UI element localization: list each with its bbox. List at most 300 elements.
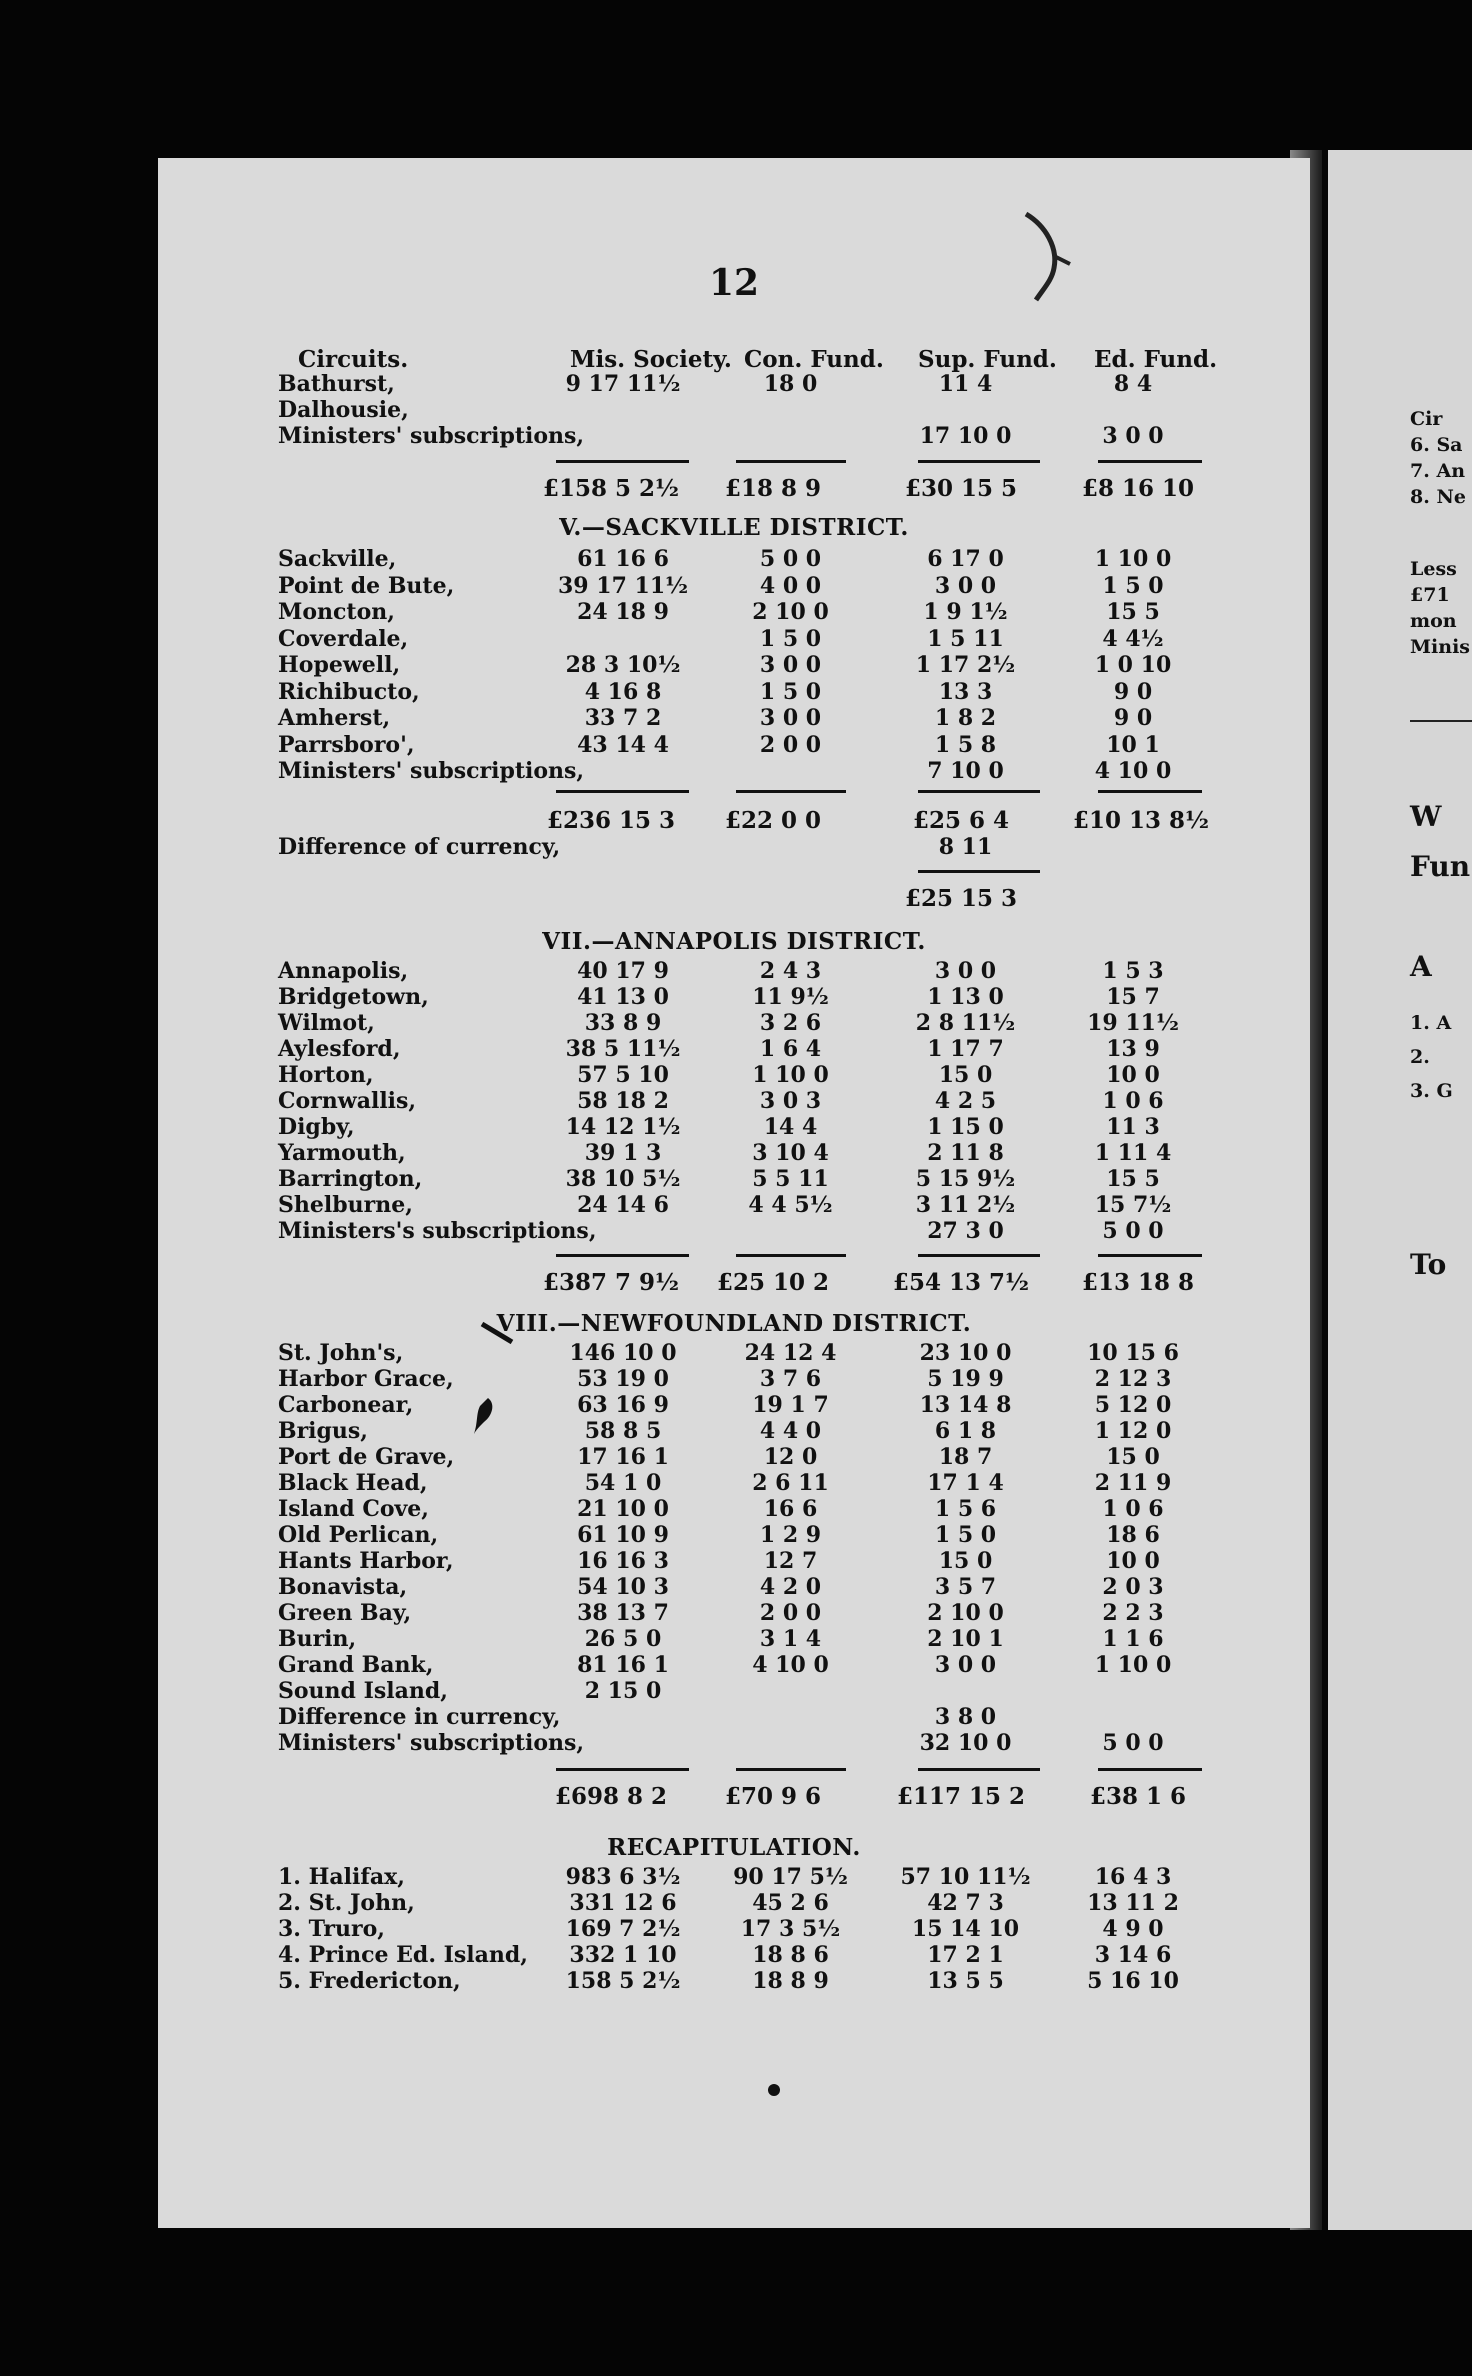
grand-total-row: [158, 886, 1310, 912]
con-fund-value: 90 17 5½: [733, 1864, 848, 1890]
sup-fund-value: 27 3 0: [927, 1218, 1004, 1244]
circuit-name: St. John's,: [278, 1340, 404, 1366]
mis-society-total: £158 5 2½: [542, 475, 680, 502]
con-fund-total: £70 9 6: [724, 1783, 822, 1810]
ed-fund-value: 4 9 0: [1102, 1916, 1164, 1942]
con-fund-value: 4 4 5½: [748, 1192, 833, 1218]
table-row: [158, 1366, 1310, 1392]
ed-fund-value: 4 10 0: [1094, 758, 1172, 784]
con-fund-value: 2 4 3: [759, 958, 822, 984]
mis-society-value: 28 3 10½: [565, 652, 681, 678]
circuit-name: Burin,: [278, 1626, 357, 1652]
adjacent-page-line: 8. Ne: [1410, 486, 1466, 508]
adjacent-page-line: Less: [1410, 558, 1457, 580]
mis-society-value: 9 17 11½: [565, 371, 681, 397]
circuit-name: Green Bay,: [278, 1600, 412, 1626]
circuit-name: Digby,: [278, 1114, 355, 1140]
con-fund-value: 1 2 9: [759, 1522, 822, 1548]
sup-fund-value: 15 0: [938, 1548, 993, 1574]
mis-society-value: 38 13 7: [577, 1600, 669, 1626]
con-fund-value: 3 7 6: [759, 1366, 822, 1392]
sum-rule: [918, 1768, 1040, 1771]
con-fund-value: 19 1 7: [752, 1392, 829, 1418]
table-row: [158, 371, 1310, 397]
circuit-name: Cornwallis,: [278, 1088, 417, 1114]
sum-rule: [556, 790, 689, 793]
ed-fund-value: 8 4: [1113, 371, 1153, 397]
circuit-name: Black Head,: [278, 1470, 428, 1496]
con-fund-value: 1 10 0: [752, 1062, 829, 1088]
table-row: [158, 1062, 1310, 1088]
sup-fund-value: 5 15 9½: [915, 1166, 1016, 1192]
table-row: [158, 1418, 1310, 1444]
ed-fund-value: 5 12 0: [1094, 1392, 1172, 1418]
con-fund-value: 2 6 11: [752, 1470, 829, 1496]
totals-row: [158, 1784, 1310, 1810]
mis-society-value: 26 5 0: [584, 1626, 662, 1652]
ed-fund-value: 10 0: [1106, 1548, 1160, 1574]
table-row: [158, 652, 1310, 678]
con-fund-value: 3 0 3: [759, 1088, 822, 1114]
sup-fund-value: 2 10 0: [927, 1600, 1004, 1626]
adjacent-page-line: 7. An: [1410, 460, 1466, 482]
table-row: [158, 705, 1310, 731]
ed-fund-value: 1 1 6: [1102, 1626, 1164, 1652]
sup-fund-value: 1 8 2: [934, 705, 997, 731]
mis-society-value: 54 10 3: [577, 1574, 669, 1600]
sum-rule: [1098, 790, 1202, 793]
sup-fund-total: £25 6 4: [912, 807, 1010, 834]
mis-society-value: 33 7 2: [584, 705, 662, 731]
table-row: [158, 1088, 1310, 1114]
con-fund-value: 16 6: [763, 1496, 818, 1522]
con-fund-value: 5 5 11: [752, 1166, 829, 1192]
sum-rule: [556, 1768, 689, 1771]
table-row: [158, 1864, 1310, 1890]
mis-society-value: 61 16 6: [577, 546, 669, 572]
sup-fund-value: 3 0 0: [934, 1652, 997, 1678]
ed-fund-value: 1 5 3: [1102, 958, 1164, 984]
sup-fund-value: 18 7: [938, 1444, 993, 1470]
sup-fund-value: 1 13 0: [927, 984, 1004, 1010]
sup-fund-value: 17 1 4: [927, 1470, 1004, 1496]
ed-fund-value: 2 2 3: [1102, 1600, 1164, 1626]
table-row: [158, 1704, 1310, 1730]
sum-rule: [1098, 1768, 1202, 1771]
circuit-name: Port de Grave,: [278, 1444, 455, 1470]
circuit-name: Hopewell,: [278, 652, 401, 678]
ed-fund-value: 4 4½: [1102, 625, 1164, 652]
con-fund-value: 45 2 6: [752, 1890, 829, 1916]
ed-fund-value: 13 9: [1106, 1036, 1160, 1062]
sup-fund-value: 13 3: [938, 678, 993, 705]
ed-fund-value: 11 3: [1106, 1114, 1160, 1140]
ink-speck-mark: [764, 2080, 784, 2100]
mis-society-value: 158 5 2½: [565, 1968, 681, 1994]
sup-fund-value: 1 15 0: [927, 1114, 1004, 1140]
sup-fund-value: 1 9 1½: [923, 599, 1008, 625]
adjacent-page-line: Cir: [1410, 408, 1443, 430]
mis-society-value: 16 16 3: [577, 1548, 669, 1574]
sum-rule: [556, 1254, 689, 1257]
circuit-name: Point de Bute,: [278, 572, 455, 599]
con-fund-value: 4 10 0: [752, 1652, 829, 1678]
circuit-name: 5. Fredericton,: [278, 1968, 461, 1994]
sup-fund-value: 1 5 11: [927, 625, 1004, 652]
ed-fund-value: 15 7½: [1094, 1192, 1172, 1218]
mis-society-value: 17 16 1: [577, 1444, 669, 1470]
totals-row: [158, 1270, 1310, 1296]
con-fund-value: 3 0 0: [759, 705, 822, 731]
con-fund-value: 3 0 0: [759, 652, 822, 678]
mis-society-value: 38 10 5½: [565, 1166, 681, 1192]
adjacent-page-rule: [1410, 720, 1472, 722]
sum-rule: [918, 460, 1040, 463]
mis-society-value: 4 16 8: [584, 678, 662, 705]
header-con-fund: Con. Fund.: [744, 346, 884, 373]
circuit-name: Sackville,: [278, 546, 397, 572]
circuit-name: Yarmouth,: [278, 1140, 406, 1166]
table-row: [158, 758, 1310, 784]
sup-fund-value: 57 10 11½: [900, 1864, 1031, 1890]
mis-society-value: 39 1 3: [584, 1140, 662, 1166]
circuit-name: Bathurst,: [278, 371, 395, 397]
circuit-name: 2. St. John,: [278, 1890, 415, 1916]
circuit-name: Shelburne,: [278, 1192, 413, 1218]
con-fund-value: 11 9½: [752, 984, 829, 1010]
table-row: [158, 1600, 1310, 1626]
table-row: [158, 732, 1310, 758]
circuit-name: Old Perlican,: [278, 1522, 439, 1548]
sup-fund-value: 5 19 9: [927, 1366, 1004, 1392]
sup-fund-value: 3 8 0: [934, 1704, 997, 1730]
sup-fund-value: 32 10 0: [919, 1730, 1012, 1756]
ed-fund-value: 15 5: [1106, 599, 1160, 625]
circuit-name: Harbor Grace,: [278, 1366, 454, 1392]
ed-fund-value: 5 16 10: [1087, 1968, 1179, 1994]
con-fund-value: 18 0: [763, 371, 818, 397]
mis-society-value: 24 14 6: [577, 1192, 669, 1218]
sup-fund-value: 3 5 7: [934, 1574, 997, 1600]
adjacent-page-line: £71: [1410, 584, 1450, 606]
ed-fund-value: 9 0: [1113, 678, 1153, 705]
adjacent-page-heading: A: [1410, 950, 1432, 983]
adjacent-page-line: mon: [1410, 610, 1457, 632]
con-fund-value: 4 2 0: [759, 1574, 822, 1600]
con-fund-value: 2 0 0: [759, 1600, 822, 1626]
adjacent-page-heading: Fun: [1410, 850, 1471, 883]
mis-society-value: 57 5 10: [577, 1062, 669, 1088]
header-sup-fund: Sup. Fund.: [918, 346, 1057, 373]
ed-fund-value: 1 0 6: [1102, 1496, 1164, 1522]
sum-rule: [736, 1768, 846, 1771]
totals-row: [158, 808, 1310, 834]
mis-society-value: 983 6 3½: [565, 1864, 681, 1890]
con-fund-value: 2 10 0: [752, 599, 829, 625]
con-fund-value: 4 4 0: [759, 1418, 822, 1444]
con-fund-value: 3 2 6: [759, 1010, 822, 1036]
circuit-name: Richibucto,: [278, 678, 420, 705]
table-row: [158, 1678, 1310, 1704]
header-circuits: Circuits.: [298, 346, 409, 373]
mis-society-total: £698 8 2: [554, 1783, 668, 1810]
table-row: [158, 1140, 1310, 1166]
sup-fund-value: 7 10 0: [927, 758, 1004, 784]
sup-fund-total: £54 13 7½: [892, 1269, 1030, 1296]
difference-row: [158, 834, 1310, 860]
ed-fund-total: £13 18 8: [1081, 1269, 1195, 1296]
sup-fund-value: 1 5 0: [934, 1522, 997, 1548]
con-fund-total: £25 10 2: [716, 1269, 830, 1296]
circuit-name: Brigus,: [278, 1418, 368, 1444]
table-row: [158, 1942, 1310, 1968]
mis-society-total: £236 15 3: [546, 807, 676, 834]
circuit-name: Ministers' subscriptions,: [278, 423, 585, 449]
ed-fund-value: 1 0 6: [1102, 1088, 1164, 1114]
sup-fund-grand-total: £25 15 3: [904, 885, 1018, 912]
ed-fund-value: 2 12 3: [1094, 1366, 1172, 1392]
sup-fund-value: 3 0 0: [934, 958, 997, 984]
circuit-name: 3. Truro,: [278, 1916, 385, 1942]
con-fund-value: 3 1 4: [759, 1626, 822, 1652]
ed-fund-total: £8 16 10: [1081, 475, 1195, 502]
table-row: [158, 1192, 1310, 1218]
mis-society-value: 21 10 0: [577, 1496, 669, 1522]
table-row: [158, 1444, 1310, 1470]
header-mis-society: Mis. Society.: [570, 346, 732, 373]
circuit-name: Ministers's subscriptions,: [278, 1218, 597, 1244]
sup-fund-value: 3 0 0: [934, 572, 997, 599]
circuit-name: Hants Harbor,: [278, 1548, 454, 1574]
con-fund-value: 4 0 0: [759, 572, 822, 599]
mis-society-value: 63 16 9: [577, 1392, 669, 1418]
adjacent-page-heading: W: [1410, 800, 1442, 833]
sup-fund-value: 2 8 11½: [915, 1010, 1016, 1036]
sup-fund-value: 13 14 8: [919, 1392, 1012, 1418]
table-row: [158, 1392, 1310, 1418]
circuit-name: Coverdale,: [278, 625, 409, 652]
sum-rule: [918, 790, 1040, 793]
ed-fund-value: 10 15 6: [1087, 1340, 1179, 1366]
table-row: [158, 546, 1310, 572]
table-row: [158, 1890, 1310, 1916]
table-row: [158, 599, 1310, 625]
table-row: [158, 1522, 1310, 1548]
table-row: [158, 679, 1310, 705]
ed-fund-value: 2 0 3: [1102, 1574, 1164, 1600]
table-row: [158, 1548, 1310, 1574]
circuit-name: 1. Halifax,: [278, 1864, 405, 1890]
sup-fund-total: £117 15 2: [896, 1783, 1026, 1810]
ed-fund-value: 5 0 0: [1102, 1218, 1164, 1244]
con-fund-value: 1 5 0: [759, 625, 822, 652]
con-fund-value: 5 0 0: [759, 546, 822, 572]
table-row: [158, 1218, 1310, 1244]
sup-fund-value: 15 0: [938, 1062, 993, 1088]
adjacent-page-heading: To: [1410, 1248, 1447, 1281]
ed-fund-value: 1 10 0: [1094, 1652, 1172, 1678]
circuit-name: Ministers' subscriptions,: [278, 1730, 585, 1756]
table-row: [158, 1496, 1310, 1522]
con-fund-value: 1 5 0: [759, 678, 822, 705]
con-fund-value: 12 0: [763, 1444, 818, 1470]
table-row: [158, 397, 1310, 423]
sum-rule: [918, 1254, 1040, 1257]
adjacent-page-line: 1. A: [1410, 1012, 1452, 1034]
table-row: [158, 1470, 1310, 1496]
sup-fund-value: 1 17 2½: [915, 652, 1016, 678]
sup-fund-value: 3 11 2½: [915, 1192, 1016, 1218]
ed-fund-value: 19 11½: [1087, 1010, 1179, 1036]
circuit-name: Grand Bank,: [278, 1652, 434, 1678]
ed-fund-value: 10 1: [1106, 731, 1160, 758]
sup-fund-value: 1 5 8: [934, 731, 997, 758]
mis-society-value: 169 7 2½: [565, 1916, 681, 1942]
mis-society-value: 33 8 9: [584, 1010, 662, 1036]
mis-society-value: 38 5 11½: [565, 1036, 681, 1062]
recapitulation-title: RECAPITULATION.: [607, 1834, 861, 1861]
circuit-name: Carbonear,: [278, 1392, 414, 1418]
adjacent-page-line: 2.: [1410, 1046, 1430, 1068]
table-row: [158, 1626, 1310, 1652]
ed-fund-value: 2 11 9: [1094, 1470, 1172, 1496]
district-title: V.—SACKVILLE DISTRICT.: [559, 514, 909, 541]
ed-fund-value: 3 0 0: [1102, 423, 1164, 449]
table-row: [158, 1010, 1310, 1036]
circuit-name: Sound Island,: [278, 1678, 448, 1704]
ed-fund-value: 15 0: [1106, 1444, 1160, 1470]
circuit-name: Parrsboro',: [278, 731, 415, 758]
sum-rule: [1098, 1254, 1202, 1257]
sup-fund-value: 1 17 7: [927, 1036, 1004, 1062]
ed-fund-value: 1 10 0: [1094, 546, 1172, 572]
sum-rule: [736, 790, 846, 793]
table-row: [158, 1652, 1310, 1678]
ed-fund-value: 3 14 6: [1094, 1942, 1172, 1968]
table-row: [158, 626, 1310, 652]
mis-society-value: 58 8 5: [584, 1418, 662, 1444]
con-fund-value: 18 8 6: [752, 1942, 829, 1968]
ed-fund-value: 15 5: [1106, 1166, 1160, 1192]
circuit-name: Bonavista,: [278, 1574, 408, 1600]
ed-fund-value: 1 12 0: [1094, 1418, 1172, 1444]
table-row: [158, 573, 1310, 599]
sup-fund-value: 6 1 8: [934, 1418, 997, 1444]
sup-fund-value: 2 11 8: [927, 1140, 1004, 1166]
mis-society-value: 58 18 2: [577, 1088, 669, 1114]
circuit-name: Amherst,: [278, 705, 391, 731]
con-fund-value: 14 4: [763, 1114, 818, 1140]
table-row: [158, 1968, 1310, 1994]
con-fund-value: 12 7: [763, 1548, 818, 1574]
mis-society-value: 24 18 9: [577, 599, 669, 625]
mis-society-value: 53 19 0: [577, 1366, 669, 1392]
ed-fund-value: 1 11 4: [1094, 1140, 1172, 1166]
ed-fund-value: 5 0 0: [1102, 1730, 1164, 1756]
sup-fund-total: £30 15 5: [904, 475, 1018, 502]
book-page: [158, 158, 1310, 2228]
mis-society-value: 40 17 9: [577, 958, 669, 984]
adjacent-page-line: 3. G: [1410, 1080, 1453, 1102]
adjacent-page-line: Minis: [1410, 636, 1470, 658]
sum-rule: [556, 460, 689, 463]
circuit-name: Dalhousie,: [278, 397, 409, 423]
mis-society-value: 54 1 0: [584, 1470, 662, 1496]
header-ed-fund: Ed. Fund.: [1094, 346, 1218, 373]
ed-fund-value: 1 5 0: [1102, 572, 1164, 599]
con-fund-value: 1 6 4: [759, 1036, 822, 1062]
circuit-name: Bridgetown,: [278, 984, 429, 1010]
mis-society-value: 146 10 0: [569, 1340, 677, 1366]
ed-fund-total: £38 1 6: [1089, 1783, 1187, 1810]
mis-society-value: 332 1 10: [569, 1942, 677, 1968]
adjacent-page-line: 6. Sa: [1410, 434, 1463, 456]
difference-label: Difference of currency,: [278, 834, 561, 860]
table-row: [158, 423, 1310, 449]
con-fund-value: 3 10 4: [752, 1140, 829, 1166]
ed-fund-total: £10 13 8½: [1073, 807, 1210, 834]
mis-society-value: 331 12 6: [569, 1890, 677, 1916]
ed-fund-value: 10 0: [1106, 1062, 1160, 1088]
table-row: [158, 1166, 1310, 1192]
sup-fund-value: 2 10 1: [927, 1626, 1004, 1652]
circuit-name: Wilmot,: [278, 1010, 375, 1036]
district-title: VIII.—NEWFOUNDLAND DISTRICT.: [496, 1310, 972, 1337]
sup-fund-value: 15 14 10: [911, 1916, 1020, 1942]
table-row: [158, 1574, 1310, 1600]
table-row: [158, 958, 1310, 984]
sum-rule: [736, 1254, 846, 1257]
mis-society-value: 61 10 9: [577, 1522, 669, 1548]
sup-fund-value: 23 10 0: [919, 1340, 1012, 1366]
circuit-name: Horton,: [278, 1062, 374, 1088]
sum-rule: [736, 460, 846, 463]
ed-fund-value: 16 4 3: [1094, 1864, 1172, 1890]
mis-society-value: 43 14 4: [577, 731, 669, 758]
sup-fund-value: 4 2 5: [934, 1088, 997, 1114]
sup-fund-value: 8 11: [938, 834, 993, 860]
mis-society-value: 81 16 1: [577, 1652, 669, 1678]
circuit-name: Aylesford,: [278, 1036, 401, 1062]
sup-fund-value: 42 7 3: [927, 1890, 1004, 1916]
circuit-name: Moncton,: [278, 599, 395, 625]
con-fund-value: 2 0 0: [759, 731, 822, 758]
ed-fund-value: 1 0 10: [1094, 652, 1172, 678]
con-fund-total: £22 0 0: [724, 807, 822, 834]
circuit-name: Ministers' subscriptions,: [278, 758, 585, 784]
totals-row: [158, 476, 1310, 502]
mis-society-value: 2 15 0: [584, 1678, 662, 1704]
table-row: [158, 1340, 1310, 1366]
table-row: [158, 1916, 1310, 1942]
sum-rule: [918, 870, 1040, 873]
sum-rule: [1098, 460, 1202, 463]
table-row: [158, 984, 1310, 1010]
circuit-name: 4. Prince Ed. Island,: [278, 1942, 528, 1968]
ed-fund-value: 18 6: [1106, 1522, 1160, 1548]
mis-society-value: 41 13 0: [577, 984, 669, 1010]
sup-fund-value: 17 10 0: [919, 423, 1012, 449]
sup-fund-value: 13 5 5: [927, 1968, 1004, 1994]
ed-fund-value: 15 7: [1106, 984, 1160, 1010]
page-number: 12: [708, 262, 760, 304]
sup-fund-value: 1 5 6: [934, 1496, 997, 1522]
circuit-name: Difference in currency,: [278, 1704, 561, 1730]
ed-fund-value: 9 0: [1113, 705, 1153, 731]
con-fund-value: 18 8 9: [752, 1968, 829, 1994]
mis-society-value: 39 17 11½: [558, 572, 689, 599]
adjacent-page: [1328, 150, 1472, 2230]
